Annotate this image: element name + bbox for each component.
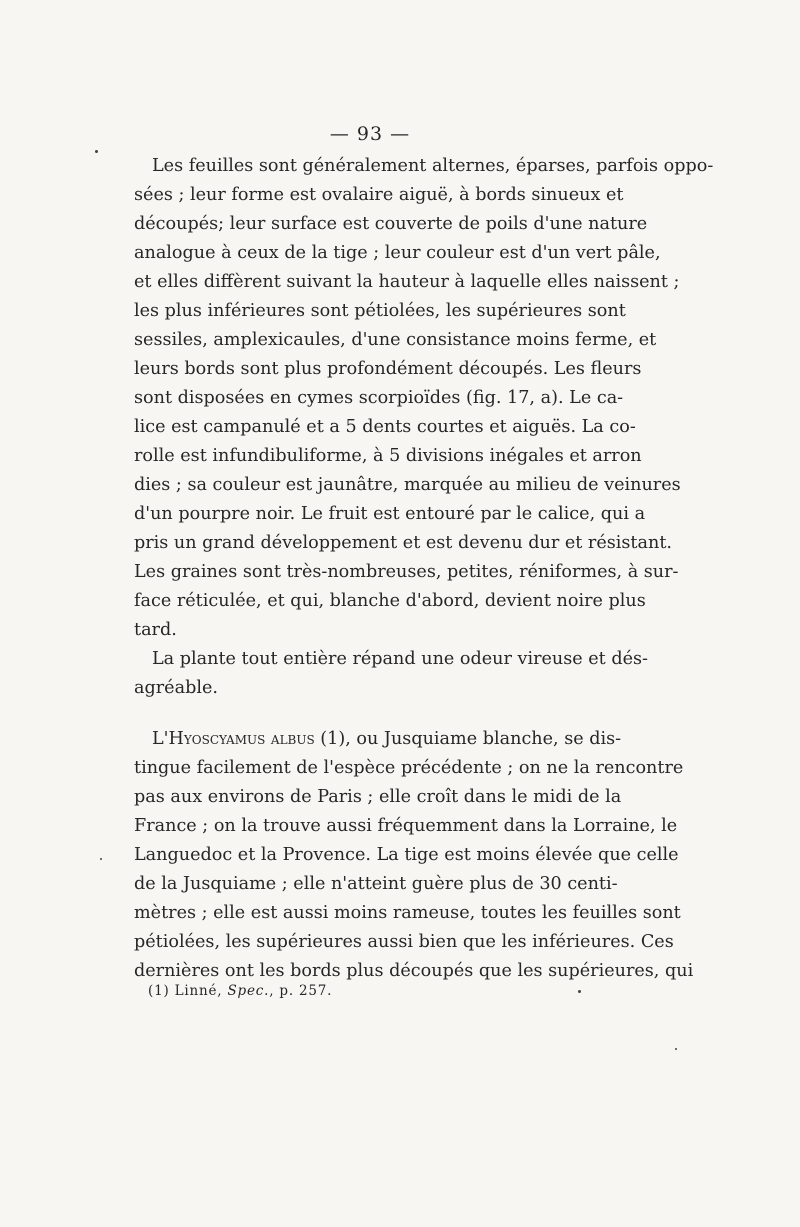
text-line: dernières ont les bords plus découpés que les supérieures, qui [134,961,694,981]
text-line: La plante tout entière répand une odeur vireuse et dés- [152,649,648,669]
text-line: France ; on la trouve aussi fréquemment dans la Lorraine, le [134,816,678,836]
text-line: les plus inférieures sont pétiolées, les supérieures sont [134,301,626,321]
text-line: tard. [134,620,177,640]
text-line: sessiles, amplexicaules, d'une consistance moins ferme, et [134,330,657,350]
text-line: pas aux environs de Paris ; elle croît dans le midi de la [134,787,622,807]
text-line: Les feuilles sont généralement alternes, éparses, parfois oppo- [152,156,714,176]
paragraph-odor [134,645,648,703]
paragraph-gap [134,703,612,725]
footnote-work: Spec. [227,983,270,999]
text-line: pris un grand développement et est devenu dur et résistant. [134,533,672,553]
text-line: de la Jusquiame ; elle n'atteint guère plus de 30 centi- [134,874,618,894]
text-line: sées ; leur forme est ovalaire aiguë, à bords sinueux et [134,185,624,205]
text-fragment: L' [152,729,169,749]
text-line: et elles diffèrent suivant la hauteur à laquelle elles naissent ; [134,272,680,292]
species-name: Hyoscyamus albus [168,729,315,749]
text-line: analogue à ceux de la tige ; leur couleur est d'un vert pâle, [134,243,661,263]
text-line: Les graines sont très-nombreuses, petites, réniformes, à sur- [134,562,679,582]
ink-speck [100,858,102,860]
paragraph-hyoscyamus-albus [134,725,694,986]
footnote-page-ref: , p. 257. [269,983,333,999]
text-line [134,725,622,754]
text-line: mètres ; elle est aussi moins rameuse, toutes les feuilles sont [134,903,681,923]
text-line: agréable. [134,678,218,698]
ink-speck [95,150,98,153]
text-line: Languedoc et la Provence. La tige est moins élevée que celle [134,845,679,865]
text-line: tingue facilement de l'espèce précédente ; on ne la rencontre [134,758,684,778]
text-line: découpés; leur surface est couverte de poils d'une nature [134,214,648,234]
text-line: face réticulée, et qui, blanche d'abord, devient noire plus [134,591,646,611]
footnote-marker: (1) [148,983,170,999]
footnote [148,983,332,999]
text-line: sont disposées en cymes scorpioïdes (fig. 17, a). Le ca- [134,388,624,408]
text-line: pétiolées, les supérieures aussi bien que les inférieures. Ces [134,932,674,952]
text-line: rolle est infundibuliforme, à 5 divisions inégales et arron [134,446,642,466]
footnote-author: Linné, [169,983,228,999]
body-text [134,152,714,986]
text-line: dies ; sa couleur est jaunâtre, marquée au milieu de veinures [134,475,681,495]
ink-speck [578,990,581,993]
page-number: — 93 — [329,123,411,145]
paragraph-leaf-description [134,152,714,645]
ink-speck [675,1048,677,1050]
text-fragment: (1), ou Jusquiame blanche, se dis- [314,729,622,749]
text-line: d'un pourpre noir. Le fruit est entouré par le calice, qui a [134,504,646,524]
text-line: leurs bords sont plus profondément découpés. Les fleurs [134,359,642,379]
text-line: lice est campanulé et a 5 dents courtes et aiguës. La co- [134,417,636,437]
